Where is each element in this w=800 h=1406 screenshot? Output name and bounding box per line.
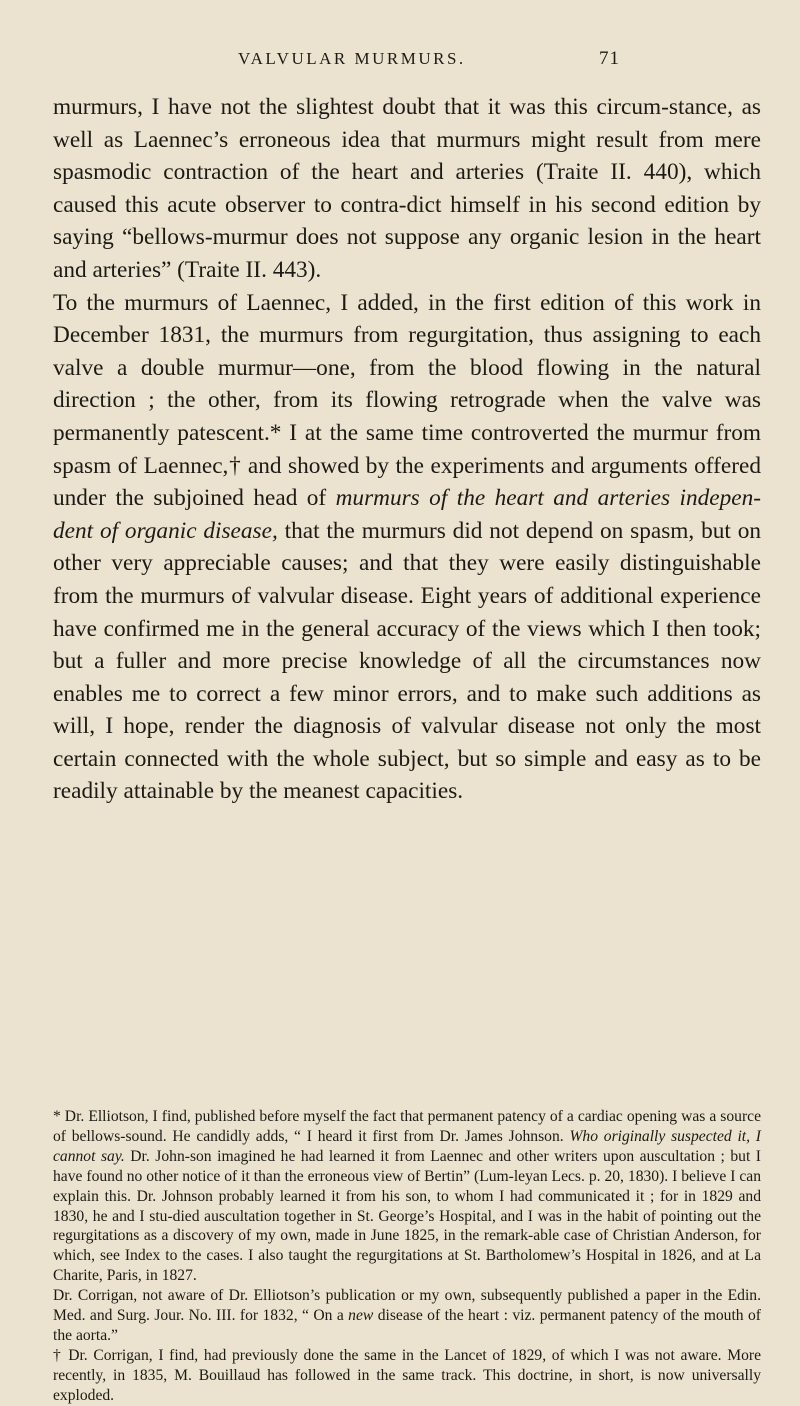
footnote-1-italic: Who originally suspected it, I cannot say. (53, 1127, 761, 1165)
paragraph-1 (53, 91, 761, 287)
footnote-dagger (53, 1346, 761, 1406)
paragraph-2-italic: murmurs of the heart and arteries indepen-dent of organic disease, (53, 485, 761, 544)
footnote-1-text-a: * Dr. Elliotson, I find, published before myself the fact that permanent patency of a cardiac opening was a source of bellows-sound. He candidly adds, “ I heard it first from Dr. James Johnson. (53, 1108, 761, 1145)
footnote-3-text: † Dr. Corrigan, I find, had previously done the same in the Lancet of 1829, of which I was not aware. More recently, in 1835, M. Bouillaud has followed in the same track. This doctrine, in short, is now universally exploded. (53, 1346, 761, 1404)
footnote-2-text-b: disease of the heart : viz. permanent patency of the mouth of the aorta.” (53, 1307, 762, 1344)
running-head (238, 48, 620, 70)
paragraph-2 (53, 287, 761, 809)
footnote-1-text-b: Dr. John-son imagined he had learned it from Laennec and other writers upon auscultation ; but I have found no other notice of it than the erroneous view of Bertin” (Lum-leyan Lecs. p. 20, 1830). I believe I can explain this. Dr. Johnson probably learned it from his son, to whom I had communicated it ; for in 1829 and 1830, he and I stu-died auscultation together in St. George’s Hospital, and I was in the habit of pointing out the regurgitations as a discovery of my own, made in June 1825, in the remark-able case of Christian Anderson, for which, see Index to the cases. I also taught the regurgitations at St. Bartholomew’s Hospital in 1826, and at La Charite, Paris, in 1827. (53, 1147, 761, 1285)
page-number: 71 (599, 48, 620, 69)
running-title: VALVULAR MURMURS. (238, 49, 466, 68)
main-text (53, 91, 761, 808)
footnote-asterisk (53, 1107, 761, 1286)
footnote-2-text-a: Dr. Corrigan, not aware of Dr. Elliotson’s publication or my own, subsequently published a paper in the Edin. Med. and Surg. Jour. No. III. for 1832, “ On a (53, 1287, 761, 1325)
paragraph-1-text: murmurs, I have not the slightest doubt that it was this circum-stance, as well as Laennec’s erroneous idea that murmurs might result from mere spasmodic contraction of the heart and arteries (Traite II. 440), which caused this acute observer to contra-dict himself in his second edition by saying “bellows-murmur does not suppose any organic lesion in the heart and arteries” (Traite II. 443). (53, 94, 761, 283)
paragraph-2-text-b: that the murmurs did not depend on spasm, but on other very appreciable causes; and that they were easily distinguishable from the murmurs of valvular disease. Eight years of additional experience have confirmed me in the general accuracy of the views which I then took; but a fuller and more precise knowledge of all the circumstances now enables me to correct a few minor errors, and to make such additions as will, I hope, render the diagnosis of valvular disease not only the most certain connected with the whole subject, but so simple and easy as to be readily attainable by the meanest capacities. (53, 517, 761, 805)
paragraph-2-text-a: To the murmurs of Laennec, I added, in the first edition of this work in December 1831, the murmurs from regurgitation, thus assigning to each valve a double murmur—one, from the blood flowing in the natural direction ; the other, from its flowing retrograde when the valve was permanently patescent.* I at the same time controverted the murmur from spasm of Laennec,† and showed by the experiments and arguments offered under the subjoined head of (53, 289, 761, 512)
footnotes (53, 1107, 761, 1406)
footnote-2-italic: new (348, 1307, 374, 1325)
footnote-continuation (53, 1286, 761, 1346)
